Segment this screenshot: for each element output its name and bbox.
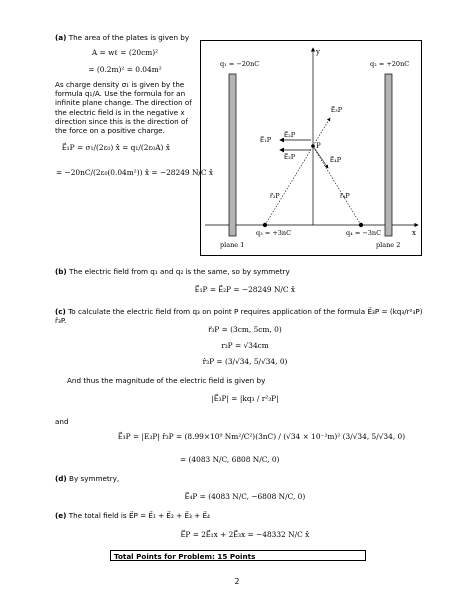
- plane-1-label: plane 1: [220, 241, 245, 249]
- q4-label: q₄ = −3nC: [346, 229, 382, 237]
- eq-area-1: A = wℓ = (20cm)²: [91, 48, 159, 57]
- part-c-body: To calculate the electric field from q₃ on point P requires application of the formula E⃗₃P = (kq₃/r²₃P) r̂₃P.: [55, 307, 423, 326]
- field-diagram: [200, 40, 422, 256]
- E2P-label-top: E⃗₂P: [284, 131, 296, 139]
- part-e-eq: E⃗P = 2E⃗₁x + 2E⃗₃x = −48332 N/C x̂: [180, 530, 310, 539]
- part-e-body: The total field is E⃗P = E⃗₁ + E⃗₂ + E⃗₃ + E⃗₄: [68, 511, 210, 520]
- q3-label: q₃ = +3nC: [256, 229, 292, 237]
- part-e-label: (e): [55, 511, 67, 520]
- part-b-eq: E⃗₁P = E⃗₂P = −28249 N/C x̂: [194, 285, 296, 294]
- y-axis-label: y: [316, 48, 320, 56]
- E1P-label: E⃗₁P: [260, 136, 272, 144]
- page-number: 2: [234, 577, 240, 586]
- and-text: and: [55, 417, 69, 426]
- part-d-text: [55, 474, 355, 483]
- part-d-label: (d): [55, 474, 67, 483]
- part-a-label: (a): [55, 33, 67, 42]
- eq-field-2: = −20nC/(2ε₀(0.04m²)) x̂ = −28249 N/C x̂: [56, 168, 214, 177]
- part-b-text: [55, 267, 435, 276]
- P-label: P: [316, 142, 321, 150]
- x-axis-label: x: [412, 229, 416, 237]
- r3P-label: r⃗₃P: [270, 192, 280, 200]
- eq-r3P-mag: r₃P = √34cm: [221, 341, 269, 350]
- eq-r3P-hat: r̂₃P = (3/√34, 5/√34, 0): [202, 357, 288, 366]
- q2-label: q₂ = +20nC: [370, 60, 410, 68]
- mag-text: And thus the magnitude of the electric field is given by: [67, 376, 266, 385]
- charge-density-paragraph: As charge density σ₁ is given by the formula q₁/A. Use the formula for an infinite plane change. The direction of the electric field is in the negative x direction since this is the direction of the force on a positive charge.: [55, 80, 192, 136]
- part-e-text: [55, 511, 435, 520]
- part-b-label: (b): [55, 267, 67, 276]
- E2P-label-bottom: E⃗₂P: [284, 153, 296, 161]
- eq-field-1: E⃗₁P = σ₁/(2ε₀) x̂ = q₁/(2ε₀A) x̂: [62, 143, 170, 152]
- part-d-eq: E⃗₄P = (4083 N/C, −6808 N/C, 0): [184, 492, 306, 501]
- eq-area-2: = (0.2m)² = 0.04m²: [88, 65, 162, 74]
- eq-E3P-2: = (4083 N/C, 6808 N/C, 0): [180, 455, 280, 464]
- part-a-intro-text: The area of the plates is given by: [68, 33, 190, 42]
- part-d-body: By symmetry,: [69, 474, 120, 483]
- diagram-svg: [200, 40, 422, 256]
- r4P-label: r⃗₄P: [340, 192, 350, 200]
- plate-1: [229, 74, 236, 236]
- plate-2: [385, 74, 392, 236]
- E3P-label: E⃗₃P: [331, 106, 343, 114]
- E4P-label: E⃗₄P: [330, 156, 342, 164]
- eq-E3P-mag: |E⃗₃P| = |kq₃ / r²₃P|: [211, 394, 279, 403]
- part-b-body: The electric field from q₁ and q₂ is the same, so by symmetry: [69, 267, 290, 276]
- eq-r3P: r⃗₃P = (3cm, 5cm, 0): [208, 325, 282, 334]
- plane-2-label: plane 2: [376, 241, 401, 249]
- q1-label: q₁ = −20nC: [220, 60, 260, 68]
- eq-E3P-1: E⃗₃P = |E₃P| r̂₃P = (8.99×10⁹ Nm²/C²)(3nC) / (√34 × 10⁻²m)² (3/√34, 5/√34, 0): [118, 432, 406, 441]
- part-c-text: [55, 307, 435, 325]
- part-a-intro: [55, 33, 195, 42]
- total-points-box: Total Points for Problem: 15 Points: [110, 550, 366, 561]
- part-c-label: (c): [55, 307, 66, 316]
